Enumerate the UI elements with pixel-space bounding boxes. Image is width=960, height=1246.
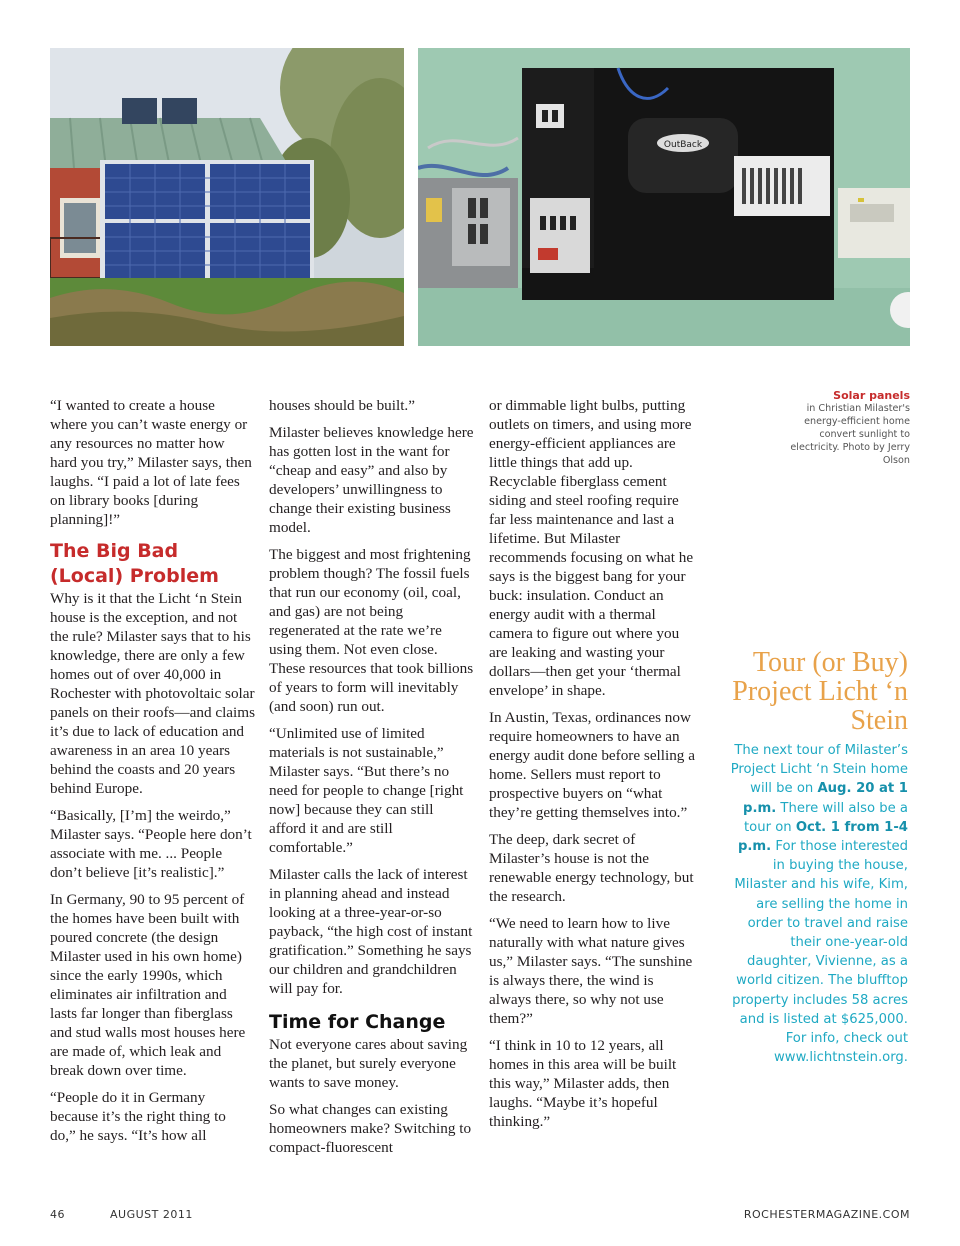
paragraph: “I think in 10 to 12 years, all homes in this area will be built this way,” Milaster adds, then laughs. “Maybe it’s hopeful thinking.”	[489, 1037, 677, 1130]
page-number: 46	[50, 1208, 65, 1221]
paragraph: The biggest and most frightening problem though? The fossil fuels that run our economy (oil, coal, and gas) are not being regenerated at the rate we’re using them. Not even close. These resources that took billions of years to form will inevitably (and soon) run out.	[269, 546, 474, 715]
paragraph: In Germany, 90 to 95 percent of the homes have been built with poured concrete (the design Milaster used in his own home) since the early 1990s, which eliminates air infiltration and lasts far longer than fiberglass and stud walls most houses here are made of, which leak and break down over time.	[50, 891, 246, 1079]
paragraph: houses should be built.”	[269, 397, 415, 414]
paragraph: “Unlimited use of limited materials is not sustainable,” Milaster says. “But there’s no need for people to change [right now] because they can still afford it and are still comfortable.”	[269, 725, 464, 856]
tour-sidebar	[728, 648, 908, 1067]
paragraph: “We need to learn how to live naturally with what nature gives us,” Milaster says. “The sunshine is always there, the wind is always there, so why not use them?”	[489, 915, 693, 1027]
subhead-time-for-change: Time for Change	[269, 1011, 446, 1033]
sidebar-text: For those interested in buying the house, Milaster and his wife, Kim, are selling the home in order to travel and raise their one-year-old daughter, Vivienne, as a world citizen. The blufftop property includes 58 acres and is listed at $625,000. For info, check out www.lichtnstein.org.	[732, 839, 908, 1066]
sidebar-text: There will also be a tour on	[743, 800, 908, 835]
inverter-brand-label: OutBack	[663, 140, 703, 150]
paragraph: Milaster calls the lack of interest in planning ahead and instead looking at a three-year-or-so payback, “the high cost of instant gratification.” Something he says our children and grandchildren will pay for.	[269, 866, 473, 997]
page-footer	[50, 1208, 910, 1224]
caption-text: in Christian Milaster's energy-efficient home convert sunlight to electricity. Photo by Jerry Olson	[790, 403, 910, 466]
caption-title: Solar panels	[833, 389, 910, 402]
subhead-big-bad-local-problem: The Big Bad (Local) Problem	[50, 540, 219, 587]
paragraph: The deep, dark secret of Milaster’s house is not the renewable energy technology, but the research.	[489, 831, 694, 905]
article-column-3	[489, 396, 699, 1139]
paragraph: Why is it that the Licht ‘n Stein house is the exception, and not the rule? Milaster says that to his knowledge, there are only a few homes out of over 40,000 in Rochester with photovoltaic solar panels on their roofs—and claims it’s due to lack of education and awareness in an area 10 years behind the coasts and 20 years behind Europe.	[50, 590, 255, 797]
article-column-1	[50, 396, 255, 1153]
article-column-2	[269, 396, 474, 1165]
sidebar-text: The next tour of Milaster’s Project Licht ‘n Stein home will be on	[730, 743, 908, 797]
paragraph: In Austin, Texas, ordinances now require homeowners to have an energy audit done before selling a home. Sellers must report to prospective buyers on “what they’re getting themselves into.”	[489, 709, 695, 821]
paragraph: or dimmable light bulbs, putting outlets on timers, and using more energy-efficient appliances are little things that add up. Recyclable fiberglass cement siding and steel roofing require far less maintenance and last a lifetime. But Milaster recommends focusing on what he says is the biggest bang for your buck: insulation. Conduct an energy audit with a thermal camera to figure out where you are leaking and wasting your dollars—then get your ‘thermal envelope’ in shape.	[489, 397, 694, 699]
sidebar-title: Tour (or Buy) Project Licht ‘n Stein	[732, 647, 908, 736]
inverter-wall-photo	[418, 48, 910, 346]
issue-date: AUGUST 2011	[110, 1208, 193, 1221]
paragraph: Milaster believes knowledge here has gotten lost in the want for “cheap and easy” and also by developers’ unwillingness to change their existing business model.	[269, 424, 474, 536]
photo-caption	[770, 389, 910, 467]
sidebar-date-2: Oct. 1 from 1-4 p.m.	[737, 819, 908, 855]
solar-array-photo	[50, 48, 404, 346]
paragraph: “People do it in Germany because it’s the right thing to do,” he says. “It’s how all	[50, 1089, 226, 1144]
paragraph: “Basically, [I’m] the weirdo,” Milaster says. “People here don’t associate with me. ... People don’t believe [it’s realistic].”	[50, 807, 252, 881]
site-url: ROCHESTERMAGAZINE.COM	[743, 1208, 910, 1221]
paragraph: So what changes can existing homeowners make? Switching to compact-fluorescent	[269, 1101, 472, 1156]
paragraph: Not everyone cares about saving the planet, but surely everyone wants to save money.	[269, 1036, 468, 1091]
sidebar-date-1: Aug. 20 at 1 p.m.	[743, 781, 908, 816]
sidebar-body	[728, 741, 908, 1067]
paragraph: “I wanted to create a house where you can’t waste energy or any resources no matter how hard you try,” Milaster says, then laughs. “I paid a lot of late fees on library books [during planning]!”	[50, 397, 252, 528]
